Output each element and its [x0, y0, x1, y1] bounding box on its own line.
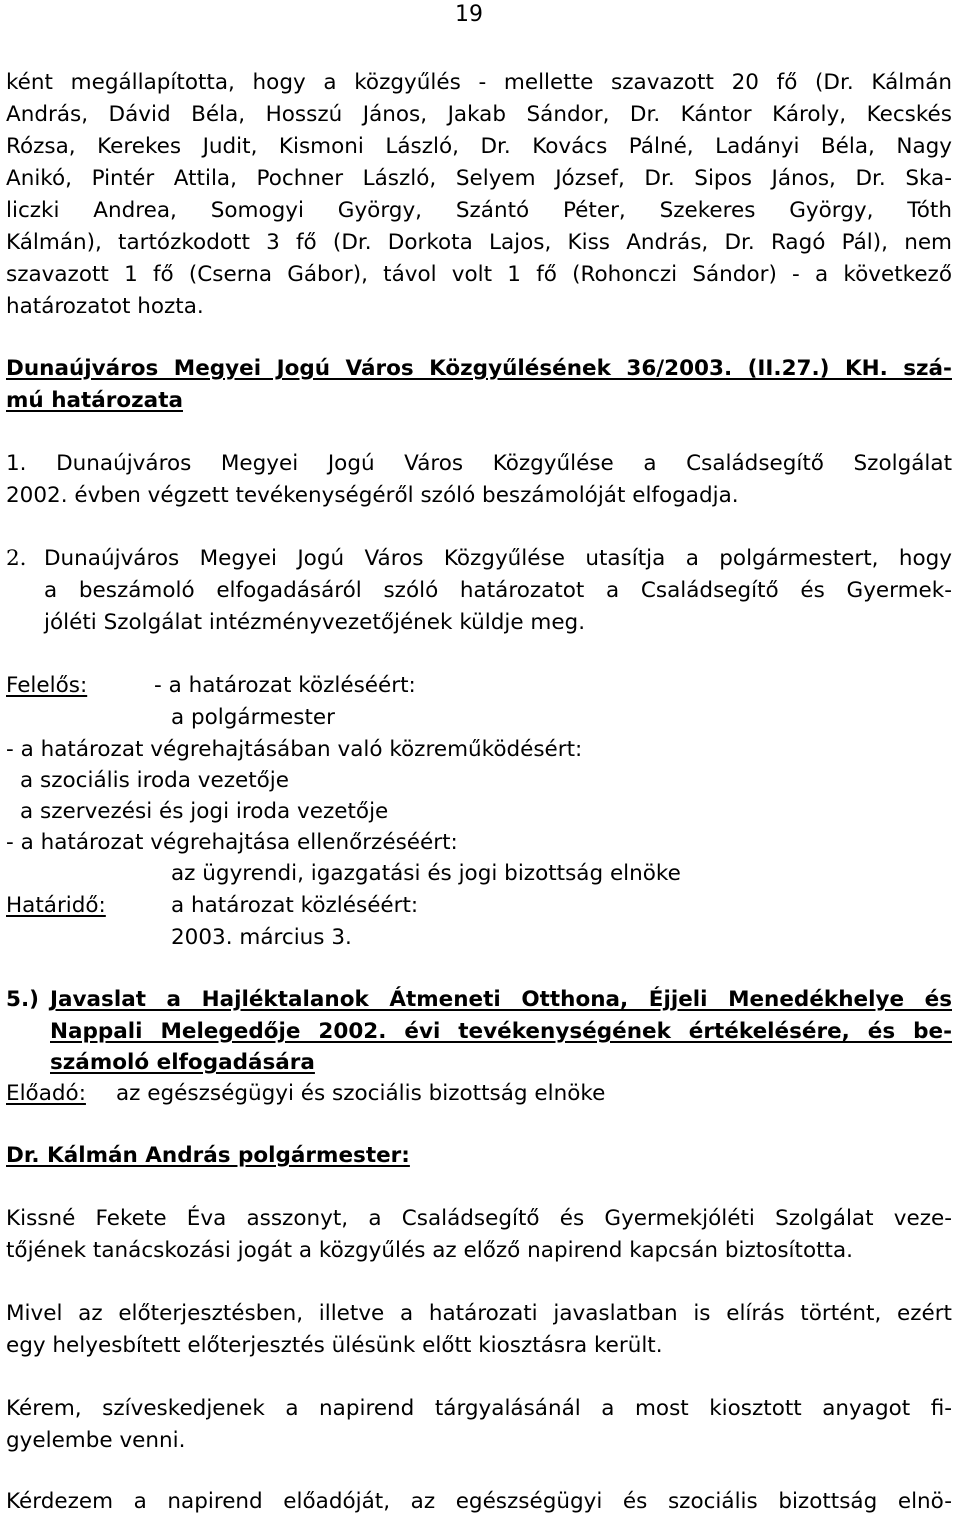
speech-text-line: gyelembe venni.	[6, 1428, 186, 1453]
page-number: 19	[455, 2, 483, 27]
speech-text-line: Mivel az előterjesztésben, illetve a határozati javaslatban is elírás történt, ezért	[6, 1301, 952, 1326]
item-number: 2.	[6, 546, 27, 571]
body-text-line: Kálmán), tartózkodott 3 fő (Dr. Dorkota Lajos, Kiss András, Dr. Ragó Pál), nem	[6, 230, 952, 255]
responsible-row: - a határozat végrehajtása ellenőrzéséért:	[6, 830, 458, 855]
resolution-item-1: 1. Dunaújváros Megyei Jogú Város Közgyűlése a Családsegítő Szolgálat	[6, 451, 952, 476]
deadline-label: Határidő:	[6, 893, 106, 918]
body-text-line: András, Dávid Béla, Hosszú János, Jakab Sándor, Dr. Kántor Károly, Kecskés	[6, 102, 952, 127]
presenter-label: Előadó:	[6, 1081, 86, 1106]
speech-text-line: tőjének tanácskozási jogát a közgyűlés az előző napirend kapcsán biztosította.	[6, 1238, 853, 1263]
presenter-row: Előadó: az egészségügyi és szociális bizottság elnöke	[6, 1081, 606, 1106]
resolution-title: mú határozata	[6, 388, 183, 413]
speech-text-line: Kissné Fekete Éva asszonyt, a Családsegítő és Gyermekjóléti Szolgálat veze-	[6, 1206, 952, 1231]
deadline-row: Határidő: a határozat közléséért:	[6, 893, 419, 918]
body-text-line: ként megállapította, hogy a közgyűlés - mellette szavazott 20 fő (Dr. Kálmán	[6, 70, 952, 95]
resolution-title: Dunaújváros Megyei Jogú Város Közgyűlésének 36/2003. (II.27.) KH. szá-	[6, 356, 952, 381]
resolution-item-1: 2002. évben végzett tevékenységéről szóló beszámolóját elfogadja.	[6, 483, 739, 508]
speech-text-line: Kérdezem a napirend előadóját, az egészségügyi és szociális bizottság elnö-	[6, 1489, 952, 1514]
body-text-line: liczki Andrea, Somogyi György, Szántó Péter, Szekeres György, Tóth	[6, 198, 952, 223]
body-text-line: Rózsa, Kerekes Judit, Kismoni László, Dr. Kovács Pálné, Ladányi Béla, Nagy	[6, 134, 952, 159]
speaker-heading: Dr. Kálmán András polgármester:	[6, 1143, 410, 1168]
body-text-line: szavazott 1 fő (Cserna Gábor), távol volt 1 fő (Rohonczi Sándor) - a következő	[6, 262, 952, 287]
body-text-line: határozatot hozta.	[6, 294, 204, 319]
responsible-row: - a határozat végrehajtásában való közreműködésért:	[6, 737, 583, 762]
speech-text-line: Kérem, szíveskedjenek a napirend tárgyalásánál a most kiosztott anyagot fi-	[6, 1396, 952, 1421]
speech-text-line: egy helyesbített előterjesztés ülésünk előtt kiosztásra került.	[6, 1333, 663, 1358]
agenda-number: 5.)	[6, 987, 39, 1012]
responsible-label: Felelős:	[6, 673, 88, 698]
responsible-row: Felelős: - a határozat közléséért:	[6, 673, 416, 698]
body-text-line: Anikó, Pintér Attila, Pochner László, Selyem József, Dr. Sipos János, Dr. Ska-	[6, 166, 952, 191]
agenda-item-5: 5.) Javaslat a Hajléktalanok Átmeneti Otthona, Éjjeli Menedékhelye és	[6, 987, 952, 1012]
resolution-item-2: 2. Dunaújváros Megyei Jogú Város Közgyűlése utasítja a polgármestert, hogy	[6, 546, 952, 571]
